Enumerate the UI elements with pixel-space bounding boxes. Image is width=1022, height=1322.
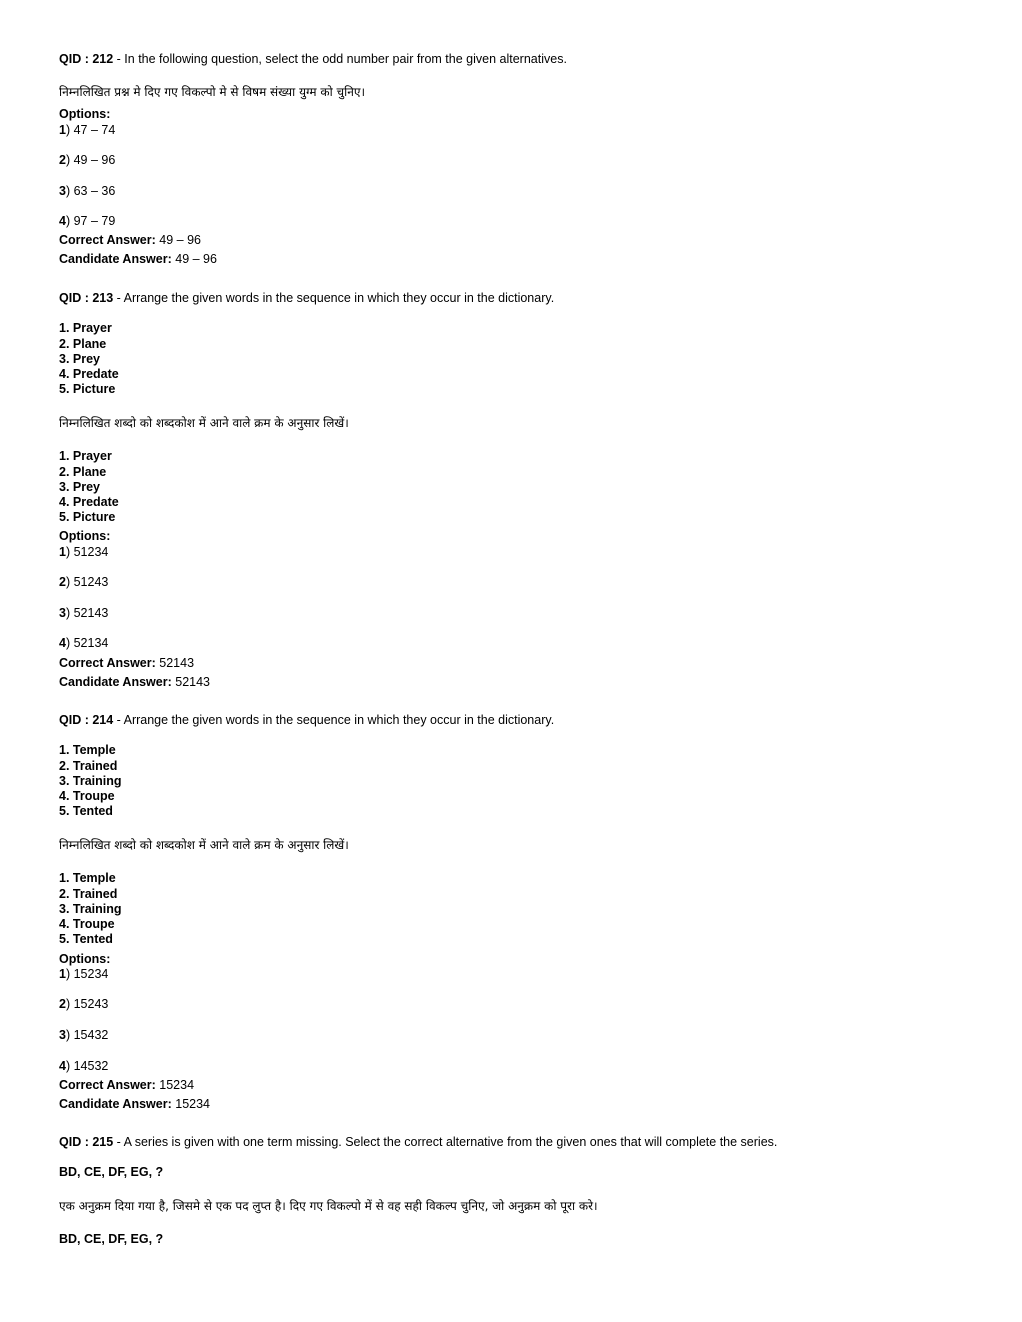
correct-answer: Correct Answer: 15234 xyxy=(59,1078,195,1092)
option: 1) 47 – 74 xyxy=(59,123,116,137)
qid-label: QID : 215 xyxy=(59,1135,114,1149)
question-header xyxy=(59,291,554,306)
word-item: 5. Tented xyxy=(59,932,113,946)
word-item: 3. Training xyxy=(59,902,122,916)
options-label: Options: xyxy=(59,529,111,543)
question-header xyxy=(59,1135,777,1150)
option: 3) 15432 xyxy=(59,1028,109,1042)
qid-label: QID : 213 xyxy=(59,291,114,305)
question-text-hindi: निम्नलिखित शब्दो को शब्दकोश में आने वाले क्रम के अनुसार लिखें। xyxy=(59,416,349,430)
word-item: 4. Predate xyxy=(59,367,119,381)
word-item: 3. Prey xyxy=(59,352,101,366)
word-item: 1. Temple xyxy=(59,871,116,885)
word-item: 4. Troupe xyxy=(59,917,115,931)
options-label: Options: xyxy=(59,952,111,966)
series-line: BD, CE, DF, EG, ? xyxy=(59,1232,164,1246)
correct-answer: Correct Answer: 49 – 96 xyxy=(59,233,201,247)
word-item: 2. Plane xyxy=(59,337,107,351)
word-item: 2. Plane xyxy=(59,465,107,479)
word-item: 5. Picture xyxy=(59,382,116,396)
correct-answer: Correct Answer: 52143 xyxy=(59,656,195,670)
word-item: 5. Tented xyxy=(59,804,113,818)
word-item: 3. Prey xyxy=(59,480,101,494)
series-line: BD, CE, DF, EG, ? xyxy=(59,1165,164,1179)
word-item: 3. Training xyxy=(59,774,122,788)
option: 4) 97 – 79 xyxy=(59,214,116,228)
question-text-hindi: निम्नलिखित शब्दो को शब्दकोश में आने वाले क्रम के अनुसार लिखें। xyxy=(59,838,349,852)
question-text-hindi: एक अनुक्रम दिया गया है, जिसमे से एक पद लुप्त है। दिए गए विकल्पो में से वह सही विकल्प चुनिए, जो अनुक्रम को पूरा करे। xyxy=(59,1199,598,1213)
question-header xyxy=(59,52,567,67)
candidate-answer: Candidate Answer: 49 – 96 xyxy=(59,252,217,266)
options-label: Options: xyxy=(59,107,111,121)
question-text: - In the following question, select the odd number pair from the given alternatives. xyxy=(113,52,567,66)
question-text: - Arrange the given words in the sequence in which they occur in the dictionary. xyxy=(113,291,555,305)
question-header xyxy=(59,713,554,728)
word-item: 1. Prayer xyxy=(59,321,112,335)
option: 4) 52134 xyxy=(59,636,109,650)
question-text: - A series is given with one term missing. Select the correct alternative from the given ones that will complete the series. xyxy=(113,1135,778,1149)
word-item: 2. Trained xyxy=(59,887,118,901)
option: 2) 15243 xyxy=(59,997,109,1011)
word-item: 4. Predate xyxy=(59,495,119,509)
word-item: 1. Prayer xyxy=(59,449,112,463)
qid-label: QID : 214 xyxy=(59,713,114,727)
word-item: 2. Trained xyxy=(59,759,118,773)
option: 2) 51243 xyxy=(59,575,109,589)
option: 4) 14532 xyxy=(59,1059,109,1073)
qid-label: QID : 212 xyxy=(59,52,114,66)
option: 3) 63 – 36 xyxy=(59,184,116,198)
option: 1) 51234 xyxy=(59,545,109,559)
option: 3) 52143 xyxy=(59,606,109,620)
candidate-answer: Candidate Answer: 15234 xyxy=(59,1097,210,1111)
question-text-hindi: निम्नलिखित प्रश्न मे दिए गए विकल्पो मे से विषम संख्या युग्म को चुनिए। xyxy=(59,85,366,99)
word-item: 5. Picture xyxy=(59,510,116,524)
candidate-answer: Candidate Answer: 52143 xyxy=(59,675,210,689)
word-item: 4. Troupe xyxy=(59,789,115,803)
question-text: - Arrange the given words in the sequence in which they occur in the dictionary. xyxy=(113,713,555,727)
option: 1) 15234 xyxy=(59,967,109,981)
option: 2) 49 – 96 xyxy=(59,153,116,167)
word-item: 1. Temple xyxy=(59,743,116,757)
